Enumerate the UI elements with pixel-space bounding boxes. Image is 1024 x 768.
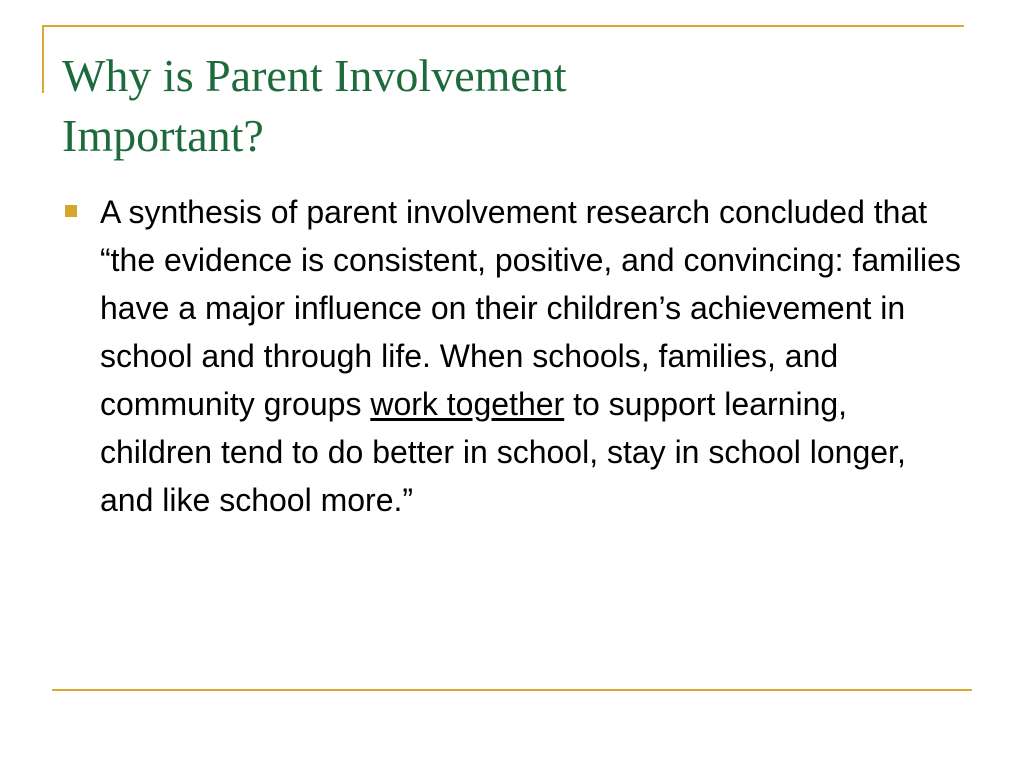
bullet-text-after: to support learning, children tend to do better in school, stay in school longer, and like school more.” [100, 386, 906, 518]
slide-title [62, 46, 942, 166]
square-bullet-icon [65, 205, 77, 217]
slide-title-line-2: Important? [62, 109, 264, 161]
underlined-phrase: work together [370, 386, 565, 422]
bullet-text [100, 188, 962, 524]
slide-body [62, 188, 962, 524]
title-frame-top-line [42, 25, 964, 27]
footer-divider-line [52, 689, 972, 691]
title-frame-left-line [42, 25, 44, 93]
bullet-text-before: A synthesis of parent involvement research concluded that “the evidence is consistent, positive, and convincing: families have a major influence on their children’s achievement in school and through life. When schools, families, and community groups [100, 194, 961, 422]
slide-title-line-1: Why is Parent Involvement [62, 50, 567, 101]
